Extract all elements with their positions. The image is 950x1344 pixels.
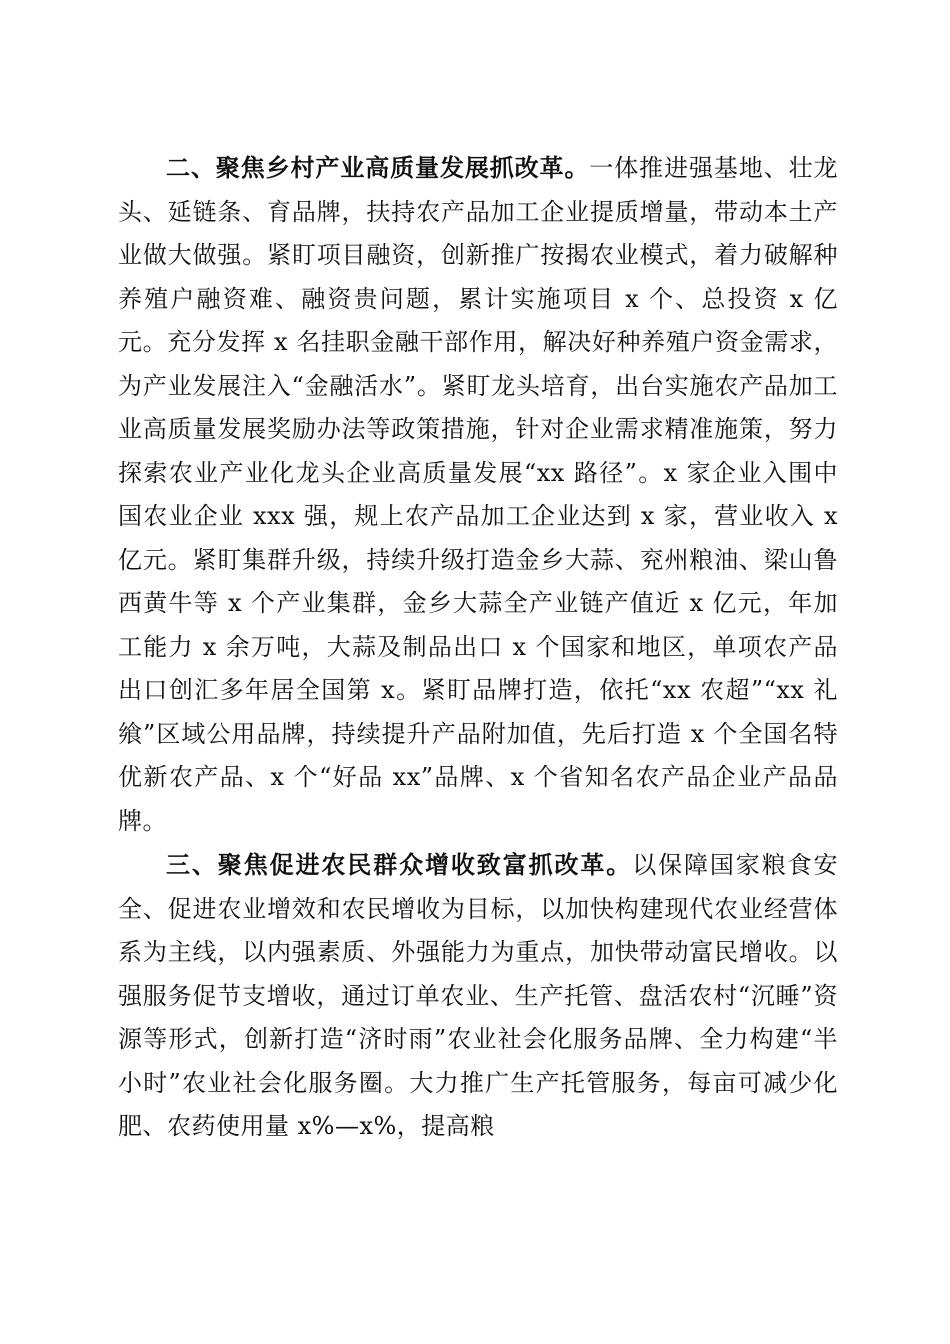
paragraph-farmer-income <box>118 843 838 1149</box>
paragraph-rural-industry <box>118 146 838 843</box>
section-heading-farmer-income: 三、聚焦促进农民群众增收致富抓改革。 <box>166 850 633 879</box>
document-body <box>118 146 838 1149</box>
section-heading-rural-industry: 二、聚焦乡村产业高质量发展抓改革。 <box>166 153 590 182</box>
section-body-farmer-income: 以保障国家粮食安全、促进农业增效和农民增收为目标，以加快构建现代农业经营体系为主线，以内强素质、外强能力为重点，加快带动富民增收。以强服务促节支增收，通过订单农业、生产托管、盘活农村“沉睡”资源等形式，创新打造“济时雨”农业社会化服务品牌、全力构建“半小时”农业社会化服务圈。大力推广生产托管服务，每亩可减少化肥、农药使用量 x%—x%，提高粮 <box>118 851 839 1140</box>
section-body-rural-industry: 一体推进强基地、壮龙头、延链条、育品牌，扶持农产品加工企业提质增量，带动本土产业做大做强。紧盯项目融资，创新推广按揭农业模式，着力破解种养殖户融资难、融资贵问题，累计实施项目 x 个、总投资 x 亿元。充分发挥 x 名挂职金融干部作用，解决好种养殖户资金需求，为产业发展注入“金融活水”。紧盯龙头培育，出台实施农产品加工业高质量发展奖励办法等政策措施，针对企业需求精准施策，努力探索农业产业化龙头企业高质量发展“xx 路径”。x 家企业入围中国农业企业 xxx 强，规上农产品加工企业达到 x 家，营业收入 x 亿元。紧盯集群升级，持续升级打造金乡大蒜、兖州粮油、梁山鲁西黄牛等 x 个产业集群，金乡大蒜全产业链产值近 x 亿元，年加工能力 x 余万吨，大蒜及制品出口 x 个国家和地区，单项农产品出口创汇多年居全国第 x。紧盯品牌打造，依托“xx 农超”“xx 礼飨”区域公用品牌，持续提升产品附加值，先后打造 x 个全国名特优新农产品、x 个“好品 xx”品牌、x 个省知名农产品企业产品品牌。 <box>118 154 839 835</box>
